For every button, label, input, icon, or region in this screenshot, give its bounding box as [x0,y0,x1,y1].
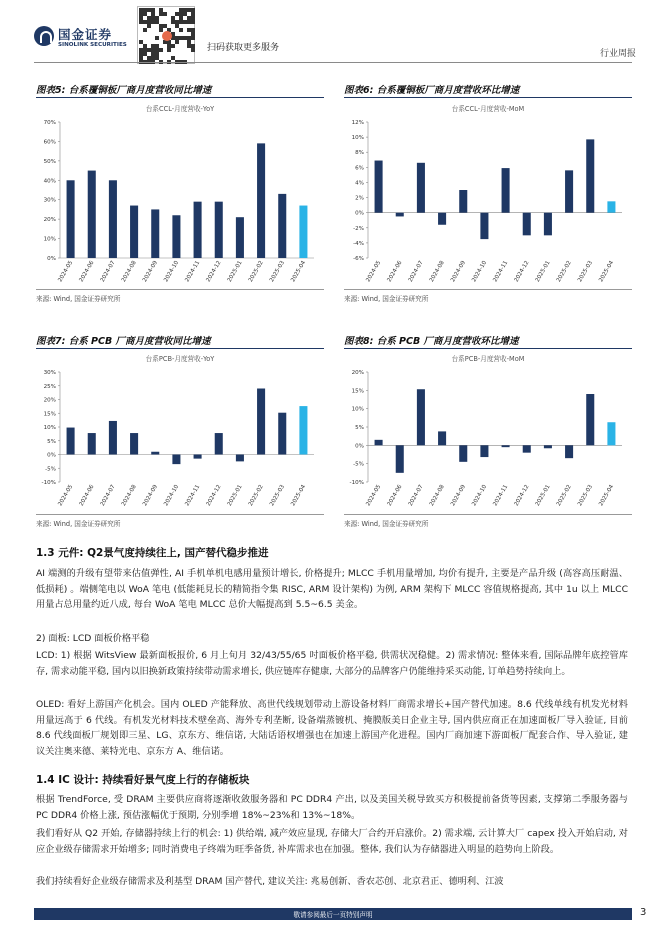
y-tick-label: 30% [43,370,56,376]
bar-2024-08 [438,431,446,445]
bar-2024-11 [502,168,510,213]
bar-2025-02 [565,445,573,458]
x-tick-label: 2024-10 [471,484,489,508]
chart6-title-rule [344,97,632,98]
y-tick-label: 10% [351,406,364,413]
x-tick-label: 2024-10 [471,260,489,284]
x-tick-label: 2025-03 [577,260,594,284]
bar-2024-10 [480,213,488,239]
x-tick-label: 2024-07 [99,260,117,284]
y-tick-label: 20% [43,217,56,224]
bar-2025-01 [544,445,552,448]
y-tick-label: 12% [351,120,364,126]
chart7-title: 图表7: 台系 PCB 厂商月度营收同比增速 [36,336,211,347]
x-tick-label: 2025-01 [226,484,244,508]
y-tick-label: 15% [351,388,364,395]
section-1-3-paragraph-3: LCD: 1) 根据 WitsView 最新面板报价, 6 月上旬月 32/43/55/65 吋面板价格平稳, 供需状况稳健。2) 需求情况: 整体来看, 国际品牌年底控管库存, 需求动能平稳, 国内以旧换新政策持续带动需求增长, 供应链库存健康, 大部分的品牌客户仍能维持采买动能, 订单趋势持续向上。 [36,650,628,677]
bar-2024-06 [396,445,404,473]
bar-2024-05 [67,428,75,455]
x-tick-label: 2025-01 [226,260,244,284]
chart5-bottom-rule [36,289,324,290]
brand-name-en: SINOLINK SECURITIES [58,42,127,48]
bar-2025-02 [565,170,573,212]
y-tick-label: 0% [355,210,364,217]
y-tick-label: 25% [43,383,56,390]
x-tick-label: 2025-04 [598,260,616,284]
bar-2025-01 [236,217,244,258]
bar-2024-07 [417,163,425,213]
section-1-4-paragraph-3: 我们持续看好企业级存储需求及利基型 DRAM 国产替代, 建议关注: 兆易创新、香农芯创、北京君正、德明利、江波 [36,876,504,887]
bar-2024-10 [480,445,488,457]
bar-2024-11 [502,445,510,447]
section-1-3-paragraph-1: AI 端测的升级有望带来估值弹性, AI 手机单机电感用量预计增长, 价格提升; MLCC 手机用量增加, 均价有提升, 主要是产品升级 (高容高压耐温、低损耗) 。端侧笔电以 WoA 笔电 (低能耗見长的精简指令集 RISC, ARM 设计架构) 为例, ARM 架构下 MLCC 容值规格提高, 其中 1u 以上 MLCC 用量占总用量约近八成, 每台 WoA 笔电 MLCC 总价大幅提高到 5.5~6.5 美金。 [36,568,628,610]
bar-2024-09 [459,190,467,213]
chart7-source: 来源: Wind, 国金证券研究所 [36,520,121,528]
x-tick-label: 2024-12 [513,484,531,508]
x-tick-label: 2025-03 [577,484,594,508]
chart8-plot [344,366,632,512]
bar-2025-03 [586,139,594,212]
section-1-4-paragraph-1: 根据 TrendForce, 受 DRAM 主要供应商将逐渐收敛服务器和 PC DDR4 产出, 以及美国关税导致买方积极提前备货等因素, 支撑第二季服务器与 PC DDR4 价格上涨, 预估涨幅优于预期, 分别季增 18%~23%和 13%~18%。 [36,794,628,821]
qr-center-logo-icon [162,31,172,41]
qr-code-icon[interactable] [137,6,195,64]
footer-disclaimer: 敬请参阅最后一页特别声明 [293,911,373,919]
bar-2024-11 [194,202,202,258]
x-tick-label: 2024-11 [184,484,202,508]
x-tick-label: 2024-11 [492,260,510,284]
chart8-title-rule [344,348,632,349]
y-tick-label: -6% [353,256,364,262]
y-tick-label: 30% [43,197,56,204]
x-tick-label: 2025-03 [269,260,286,284]
bar-2025-04 [607,201,615,212]
bar-2025-03 [278,194,286,258]
chart5-title: 图表5: 台系覆铜板厂商月度营收同比增速 [36,85,212,96]
bar-2024-08 [438,213,446,225]
y-tick-label: 60% [43,139,56,146]
y-tick-label: 50% [43,158,56,165]
bar-2025-04 [299,206,307,258]
x-tick-label: 2024-05 [365,260,383,284]
x-tick-label: 2025-02 [555,260,573,284]
y-tick-label: -10% [349,480,364,486]
x-tick-label: 2024-06 [386,260,404,284]
bar-2024-12 [215,433,223,454]
chart7-bottom-rule [36,514,324,515]
brand-name-cn: 国金证券 [58,27,113,42]
x-tick-label: 2024-12 [205,484,223,508]
chart8-source: 来源: Wind, 国金证券研究所 [344,520,429,528]
x-tick-label: 2024-09 [450,260,467,284]
x-tick-label: 2024-08 [120,484,138,508]
x-tick-label: 2024-11 [492,484,510,508]
bar-2024-12 [523,445,531,452]
x-tick-label: 2025-02 [555,484,573,508]
bar-2024-09 [459,445,467,462]
y-tick-label: 70% [43,120,56,126]
section-1-3-paragraph-2: 2) 面板: LCD 面板价格平稳 [36,633,150,644]
y-tick-label: 5% [355,425,364,431]
x-tick-label: 2024-11 [184,260,202,284]
x-tick-label: 2025-01 [534,484,552,508]
chart8-bottom-rule [344,514,632,515]
section-1-3-title: 1.3 元件: Q2景气度持续往上, 国产替代稳步推进 [36,547,269,559]
x-tick-label: 2025-02 [247,260,265,284]
bar-2024-08 [130,433,138,454]
bar-2024-10 [172,455,180,465]
header-divider [34,62,632,63]
y-tick-label: 10% [43,425,56,431]
x-tick-label: 2024-08 [428,260,446,284]
y-tick-label: -5% [45,466,56,473]
x-tick-label: 2024-06 [386,484,404,508]
x-tick-label: 2024-07 [99,484,117,508]
bar-2025-01 [544,213,552,236]
x-tick-label: 2025-04 [598,484,616,508]
y-tick-label: 2% [355,195,364,202]
x-tick-label: 2024-09 [142,484,159,508]
chart7-plot [36,366,324,512]
page-number: 3 [640,907,647,918]
x-tick-label: 2024-08 [120,260,138,284]
y-tick-label: 0% [47,256,56,262]
x-tick-label: 2025-04 [290,260,308,284]
bar-2024-05 [67,180,75,258]
y-tick-label: 4% [355,180,364,187]
y-tick-label: 20% [43,397,56,404]
qr-label: 扫码获取更多服务 [207,43,280,53]
x-tick-label: 2025-03 [269,484,286,508]
chart7-subtitle: 台系PCB-月度营收-YoY [145,355,215,363]
bar-2025-03 [586,394,594,445]
chart6-plot [344,116,632,288]
brand-logo-icon [34,26,54,46]
y-tick-label: 6% [355,165,364,172]
x-tick-label: 2024-12 [205,260,223,284]
y-tick-label: 40% [43,178,56,185]
y-tick-label: 0% [47,452,56,459]
bar-2025-04 [299,406,307,454]
bar-2024-08 [130,206,138,258]
bar-2024-06 [88,433,96,454]
x-tick-label: 2024-08 [428,484,446,508]
y-tick-label: -2% [353,225,364,232]
bar-2024-07 [417,389,425,445]
bar-2025-01 [236,455,244,462]
chart5-source: 来源: Wind, 国金证券研究所 [36,295,121,303]
x-tick-label: 2024-10 [163,260,181,284]
x-tick-label: 2024-06 [78,484,96,508]
x-tick-label: 2024-06 [78,260,96,284]
bar-2025-02 [257,143,265,258]
bar-2024-09 [151,452,159,455]
x-tick-label: 2024-05 [365,484,383,508]
y-tick-label: 10% [43,236,56,243]
x-tick-label: 2025-01 [534,260,552,284]
bar-2024-07 [109,180,117,258]
y-tick-label: -10% [41,480,56,486]
chart6-bottom-rule [344,289,632,290]
section-1-3-paragraph-4: OLED: 看好上游国产化机会。国内 OLED 产能释放、高世代线规划带动上游设备材料厂商需求增长+国产替代加速。8.6 代线单线有机发光材料用量远高于 6 代线。有机发光材料技术壁垒高、海外专利垄断, 设备端蒸镀机、掩膜版美日企业主导, 国内供应商正在加速面板厂导入验证, 目前 8.6 代线面板厂规划即三星、LG、京东方、维信诺, 大陆话语权增强也在加速上游国产化进程。国内厂商加速下游面板厂配套合作、导入验证, 建议关注奥来德、莱特光电、京东方 A、维信诺。 [36,699,628,757]
x-tick-label: 2025-02 [247,484,265,508]
y-tick-label: -5% [353,461,364,468]
bar-2024-06 [396,213,404,217]
bar-2024-12 [523,213,531,236]
y-tick-label: 8% [355,150,364,157]
bar-2024-12 [215,202,223,258]
chart6-title: 图表6: 台系覆铜板厂商月度营收环比增速 [344,85,520,96]
y-tick-label: 5% [47,438,56,445]
y-tick-label: 10% [351,135,364,142]
bar-2025-04 [607,422,615,445]
x-tick-label: 2024-09 [142,260,159,284]
y-tick-label: 0% [355,443,364,450]
x-tick-label: 2024-07 [407,260,425,284]
x-tick-label: 2024-09 [450,484,467,508]
bar-2024-05 [375,440,383,446]
x-tick-label: 2024-07 [407,484,425,508]
x-tick-label: 2024-05 [57,484,75,508]
section-1-4-title: 1.4 IC 设计: 持续看好景气度上行的存储板块 [36,774,250,786]
bar-2024-05 [375,161,383,213]
x-tick-label: 2024-12 [513,260,531,284]
report-type: 行业周报 [600,49,637,59]
section-1-4-paragraph-2: 我们看好从 Q2 开始, 存储器持续上行的机会: 1) 供给端, 减产效应显现, 存储大厂合约开启涨价。2) 需求端, 云计算大厂 capex 投入开始启动, 对应企业级存储需求开始增多; 同时消费电子终端为旺季备货, 补库需求也在加强。整体, 我们认为存储器进入明显的趋势向上阶段。 [36,828,628,855]
bar-2024-10 [172,215,180,258]
chart8-title: 图表8: 台系 PCB 厂商月度营收环比增速 [344,336,519,347]
chart5-title-rule [36,97,324,98]
chart5-plot [36,116,324,288]
bar-2024-06 [88,171,96,258]
chart6-subtitle: 台系CCL-月度营收-MoM [451,105,525,113]
chart5-subtitle: 台系CCL-月度营收-YoY [145,105,215,113]
chart8-subtitle: 台系PCB-月度营收-MoM [451,355,525,363]
x-tick-label: 2024-10 [163,484,181,508]
bar-2024-07 [109,421,117,455]
x-tick-label: 2024-05 [57,260,75,284]
y-tick-label: -4% [353,240,364,247]
bar-2025-02 [257,389,265,455]
x-tick-label: 2025-04 [290,484,308,508]
chart7-title-rule [36,348,324,349]
y-tick-label: 15% [43,411,56,418]
bar-2025-03 [278,413,286,455]
y-tick-label: 20% [351,370,364,376]
bar-2024-11 [194,455,202,459]
chart6-source: 来源: Wind, 国金证券研究所 [344,295,429,303]
bar-2024-09 [151,209,159,258]
